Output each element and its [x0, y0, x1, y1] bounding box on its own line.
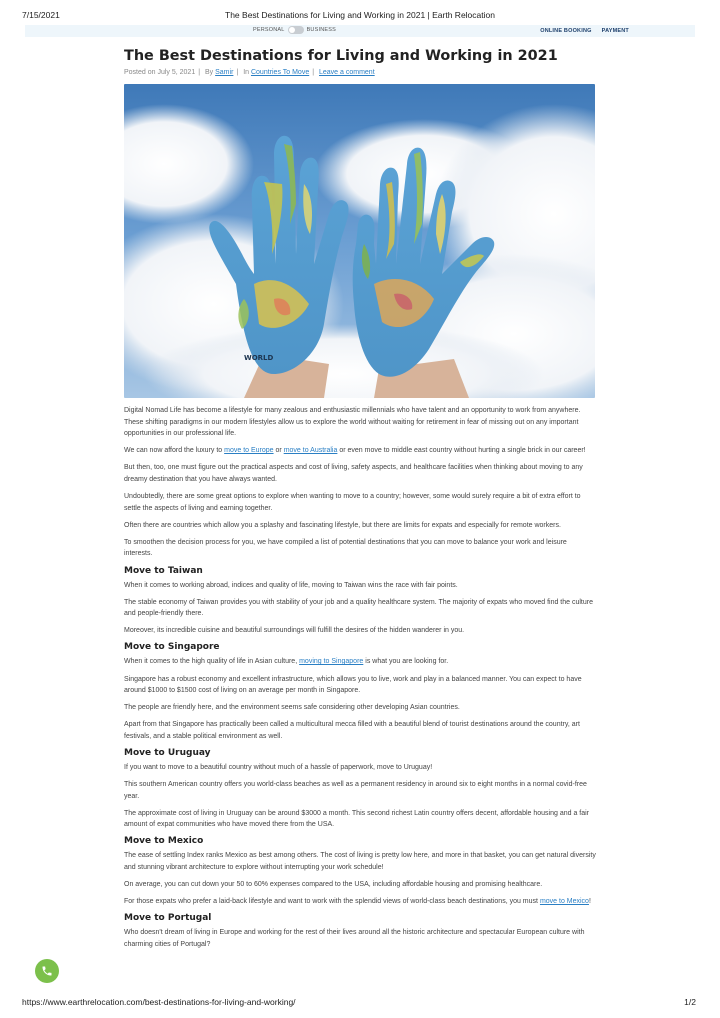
move-to-australia-link[interactable]: move to Australia	[283, 447, 338, 455]
paragraph: The approximate cost of living in Uruguay can be around $3000 a month. This second richest Latin country offers decent, affordable housing and a fair amount of expat communities who have moved there from the USA.	[124, 809, 590, 829]
text: or	[273, 447, 284, 455]
top-links	[540, 28, 629, 34]
print-url: https://www.earthrelocation.com/best-destinations-for-living-and-working/	[22, 997, 296, 1007]
text: !	[588, 898, 591, 906]
post-date: Posted on July 5, 2021	[124, 69, 196, 76]
post-header	[124, 48, 596, 76]
section-heading-portugal: Move to Portugal	[124, 913, 212, 924]
paragraph: To smoothen the decision process for you, we have compiled a list of potential destinations that you can move to balance your work and leisure interests.	[124, 538, 567, 558]
post-meta: Posted on July 5, 2021 | By Samir | In Countries To Move | Leave a comment	[124, 69, 375, 76]
author-link[interactable]: Samir	[215, 69, 234, 76]
text: When it comes to the high quality of life in Asian culture,	[124, 658, 300, 666]
text: We can now afford the luxury to	[124, 447, 225, 455]
paragraph: Apart from that Singapore has practically been called a multicultural mecca filled with a beautiful blend of tourist destinations around the country, art festivals, and a stable political environment as well.	[124, 721, 580, 740]
paragraph: Often there are countries which allow you a splashy and fascinating lifestyle, but there are limits for expats and especially for remote workers.	[124, 521, 561, 529]
top-bar	[25, 25, 695, 37]
category-link[interactable]: Countries To Move	[250, 69, 310, 76]
post-title: The Best Destinations for Living and Working in 2021	[124, 48, 558, 64]
business-label: BUSINESS	[306, 27, 336, 33]
in-prefix: In	[243, 69, 250, 76]
paragraph: On average, you can cut down your 50 to 60% expenses compared to the USA, including affordable housing and promising healthcare.	[124, 881, 543, 889]
paragraph	[124, 445, 596, 457]
paragraph: The people are friendly here, and the environment seems safe considering other developing Asian countries.	[124, 704, 460, 712]
paragraph: If you want to move to a beautiful country without much of a hassle of paperwork, move to Uruguay!	[124, 763, 433, 771]
section-heading-taiwan: Move to Taiwan	[124, 565, 203, 576]
paragraph	[124, 896, 596, 908]
section-heading-mexico: Move to Mexico	[124, 836, 204, 847]
text: or even move to middle east country without hurting a single brick in our career!	[337, 447, 586, 455]
paragraph: Digital Nomad Life has become a lifestyle for many zealous and enthusiastic millennials who have talent and an opportunity to work from anywhere. These shifting paradigms in our modern lifestyles allow us to explore the world without waiting for retirement in fear of missing out on any important opportunities in our professional life.	[124, 407, 581, 438]
paragraph: The stable economy of Taiwan provides you with stability of your job and a quality healthcare system. The majority of expats who moved find the culture and people-friendly there.	[124, 598, 593, 618]
by-prefix: By	[205, 69, 214, 76]
toggle-switch[interactable]	[288, 26, 304, 34]
move-to-europe-link[interactable]: move to Europe	[224, 447, 274, 455]
leave-comment-link[interactable]: Leave a comment	[319, 69, 375, 76]
hands-world-map-illustration	[124, 84, 595, 398]
personal-business-toggle[interactable]	[253, 26, 336, 34]
call-button[interactable]	[35, 959, 59, 983]
print-page-title: The Best Destinations for Living and Working in 2021 | Earth Relocation	[225, 10, 495, 20]
paragraph: Undoubtedly, there are some great options to explore when wanting to move to a country; however, some would surely require a bit of extra effort to settle the aspects of living and earning together.	[124, 493, 581, 512]
moving-to-singapore-link[interactable]: moving to Singapore	[299, 658, 364, 666]
article-body	[124, 405, 596, 956]
paragraph: Who doesn't dream of living in Europe and working for the rest of their lives around all the historic architecture and spectacular European culture with charming cities of Portugal?	[124, 929, 585, 948]
paragraph: But then, too, one must figure out the practical aspects and cost of living, safety aspects, and healthcare facilities when thinking about moving to any dreamy destination that you have always wanted.	[124, 464, 583, 483]
print-page-number: 1/2	[684, 997, 696, 1007]
section-heading-singapore: Move to Singapore	[124, 642, 220, 653]
section-heading-uruguay: Move to Uruguay	[124, 747, 211, 758]
paragraph: The ease of settling Index ranks Mexico as best among others. The cost of living is pretty low here, and more in that basket, you can get natural diversity and stunning vibrant architecture to explore without interrupting your work schedule!	[124, 852, 596, 872]
print-date: 7/15/2021	[22, 10, 60, 20]
hero-image	[124, 84, 595, 398]
online-booking-link[interactable]: ONLINE BOOKING	[540, 28, 592, 34]
paragraph: Singapore has a robust economy and excellent infrastructure, which allows you to live, work and play in a balanced manner. You can expect to have around $1000 to $1500 cost of living on an average per month in Singapore.	[124, 675, 582, 695]
paragraph: This southern American country offers you world-class beaches as well as a permanent residency in around six to eight months in a normal covid-free year.	[124, 781, 587, 800]
paragraph: Moreover, its incredible cuisine and beautiful surroundings will fulfill the desires of the hidden wanderer in you.	[124, 627, 465, 635]
paragraph	[124, 656, 596, 668]
phone-icon	[41, 965, 53, 977]
payment-link[interactable]: PAYMENT	[601, 28, 629, 34]
paragraph: When it comes to working abroad, indices and quality of life, moving to Taiwan wins the race with fair points.	[124, 581, 458, 589]
move-to-mexico-link[interactable]: move to Mexico	[539, 898, 589, 906]
personal-label: PERSONAL	[253, 27, 285, 33]
print-header	[0, 10, 720, 22]
text: For those expats who prefer a laid-back lifestyle and want to work with the splendid views of world-class beach destinations, you must	[124, 898, 540, 906]
hero-world-text: WORLD	[244, 354, 274, 362]
text: is what you are looking for.	[363, 658, 449, 666]
